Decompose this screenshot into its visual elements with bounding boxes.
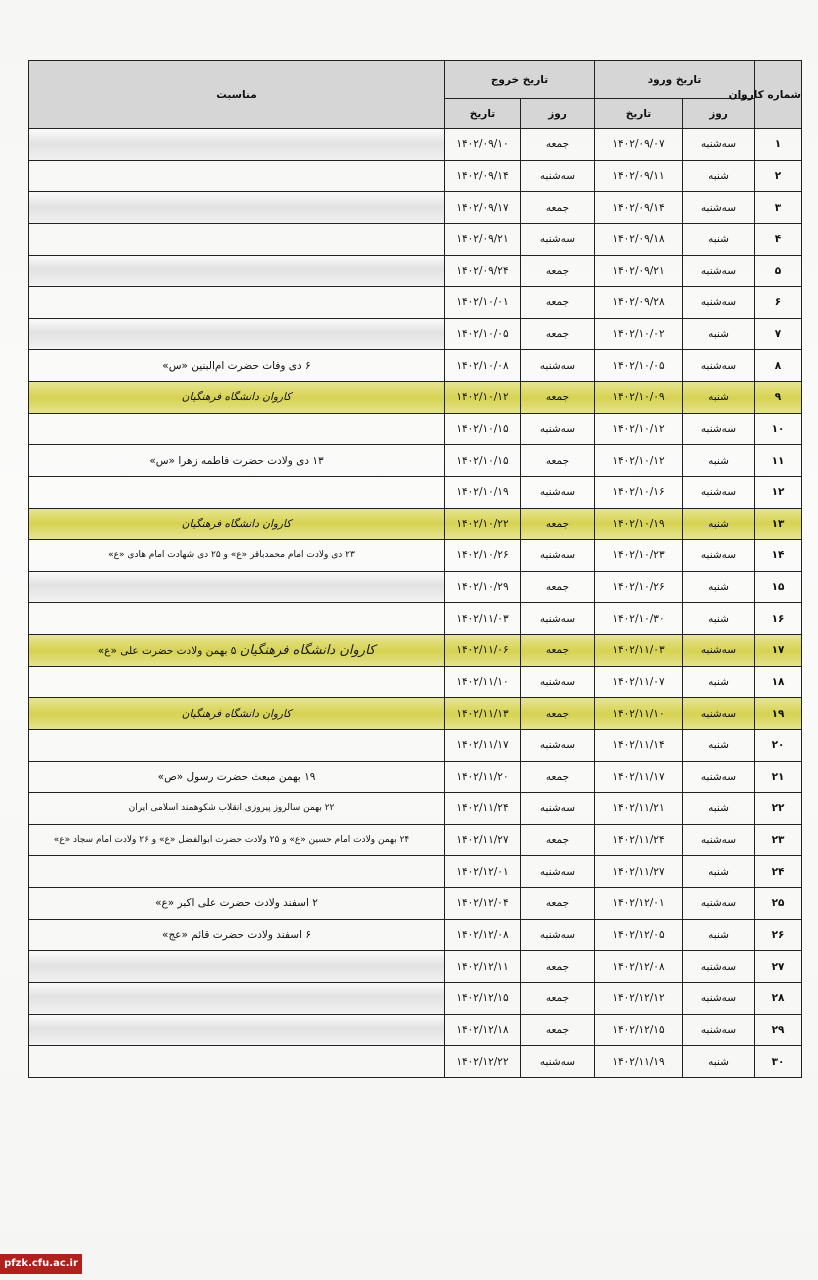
header-entry-date: تاریخ ورود: [595, 61, 755, 99]
occasion-cell: [29, 192, 445, 224]
table-row: [29, 603, 802, 635]
caravan-number-cell: ۵: [755, 255, 802, 287]
caravan-number-cell: ۷: [755, 318, 802, 350]
occasion-cell: [29, 223, 445, 255]
entry-day-cell: سه‌شنبه: [683, 192, 755, 224]
entry-date-cell: ۱۴۰۲/۰۹/۱۸: [595, 223, 683, 255]
exit-day-cell: سه‌شنبه: [521, 223, 595, 255]
exit-day-cell: سه‌شنبه: [521, 413, 595, 445]
entry-day-cell: سه‌شنبه: [683, 255, 755, 287]
exit-date-cell: ۱۴۰۲/۱۰/۱۵: [444, 445, 520, 477]
exit-day-cell: جمعه: [521, 445, 595, 477]
entry-day-cell: شنبه: [683, 793, 755, 825]
exit-day-cell: جمعه: [521, 1014, 595, 1046]
entry-day-cell: شنبه: [683, 508, 755, 540]
caravan-number-cell: ۱۰: [755, 413, 802, 445]
entry-day-cell: شنبه: [683, 571, 755, 603]
occasion-cell: ۶ اسفند ولادت حضرت قائم «عج»: [29, 919, 445, 951]
caravan-number-cell: ۶: [755, 287, 802, 319]
header-exit-date: تاریخ خروج: [444, 61, 594, 99]
table-row: [29, 476, 802, 508]
exit-day-cell: جمعه: [521, 129, 595, 161]
exit-day-cell: جمعه: [521, 635, 595, 667]
occasion-cell: [29, 729, 445, 761]
exit-date-cell: ۱۴۰۲/۱۲/۱۵: [444, 982, 520, 1014]
entry-day-cell: شنبه: [683, 856, 755, 888]
handwritten-note: کاروان دانشگاه فرهنگیان: [239, 642, 376, 658]
entry-day-cell: شنبه: [683, 1046, 755, 1078]
occasion-cell: ۲ اسفند ولادت حضرت علی اکبر «ع»: [29, 888, 445, 920]
table-row: [29, 287, 802, 319]
caravan-number-cell: ۱۲: [755, 476, 802, 508]
exit-day-cell: جمعه: [521, 508, 595, 540]
occasion-cell: [29, 1046, 445, 1078]
exit-date-cell: ۱۴۰۲/۱۲/۱۱: [444, 951, 520, 983]
table-row: [29, 635, 802, 667]
exit-date-cell: ۱۴۰۲/۱۱/۲۰: [444, 761, 520, 793]
occasion-cell: ۱۹ بهمن مبعث حضرت رسول «ص»: [29, 761, 445, 793]
entry-day-cell: شنبه: [683, 382, 755, 414]
occasion-cell: کاروان دانشگاه فرهنگیان: [29, 508, 445, 540]
exit-day-cell: جمعه: [521, 318, 595, 350]
exit-date-cell: ۱۴۰۲/۱۲/۰۴: [444, 888, 520, 920]
exit-day-cell: جمعه: [521, 192, 595, 224]
exit-date-cell: ۱۴۰۲/۱۰/۱۹: [444, 476, 520, 508]
exit-day-cell: سه‌شنبه: [521, 729, 595, 761]
entry-date-cell: ۱۴۰۲/۱۱/۱۹: [595, 1046, 683, 1078]
entry-day-cell: شنبه: [683, 223, 755, 255]
table-row: [29, 350, 802, 382]
exit-day-cell: سه‌شنبه: [521, 1046, 595, 1078]
exit-day-cell: جمعه: [521, 824, 595, 856]
entry-date-cell: ۱۴۰۲/۱۱/۱۷: [595, 761, 683, 793]
entry-day-cell: سه‌شنبه: [683, 982, 755, 1014]
table-row: [29, 856, 802, 888]
entry-day-cell: شنبه: [683, 318, 755, 350]
exit-date-cell: ۱۴۰۲/۱۱/۱۳: [444, 698, 520, 730]
entry-day-cell: سه‌شنبه: [683, 951, 755, 983]
exit-date-cell: ۱۴۰۲/۱۰/۰۵: [444, 318, 520, 350]
entry-day-cell: سه‌شنبه: [683, 129, 755, 161]
occasion-cell: [29, 571, 445, 603]
table-row: [29, 571, 802, 603]
caravan-number-cell: ۱۱: [755, 445, 802, 477]
exit-date-cell: ۱۴۰۲/۱۱/۱۰: [444, 666, 520, 698]
caravan-number-cell: ۲۱: [755, 761, 802, 793]
exit-day-cell: جمعه: [521, 287, 595, 319]
caravan-number-cell: ۲: [755, 160, 802, 192]
exit-date-cell: ۱۴۰۲/۰۹/۱۰: [444, 129, 520, 161]
entry-date-cell: ۱۴۰۲/۰۹/۱۴: [595, 192, 683, 224]
table-row: [29, 382, 802, 414]
exit-date-cell: ۱۴۰۲/۱۱/۲۴: [444, 793, 520, 825]
exit-date-cell: ۱۴۰۲/۱۱/۱۷: [444, 729, 520, 761]
entry-day-cell: سه‌شنبه: [683, 350, 755, 382]
exit-day-cell: سه‌شنبه: [521, 540, 595, 572]
exit-day-cell: جمعه: [521, 255, 595, 287]
table-row: [29, 729, 802, 761]
entry-date-cell: ۱۴۰۲/۱۰/۰۹: [595, 382, 683, 414]
exit-date-cell: ۱۴۰۲/۱۰/۲۶: [444, 540, 520, 572]
entry-date-cell: ۱۴۰۲/۱۰/۲۳: [595, 540, 683, 572]
entry-day-cell: سه‌شنبه: [683, 635, 755, 667]
occasion-cell: [29, 476, 445, 508]
entry-day-cell: شنبه: [683, 445, 755, 477]
table-row: [29, 951, 802, 983]
table-row: [29, 761, 802, 793]
entry-day-cell: سه‌شنبه: [683, 888, 755, 920]
exit-date-cell: ۱۴۰۲/۰۹/۲۱: [444, 223, 520, 255]
entry-date-cell: ۱۴۰۲/۱۰/۲۶: [595, 571, 683, 603]
exit-date-cell: ۱۴۰۲/۰۹/۲۴: [444, 255, 520, 287]
entry-date-cell: ۱۴۰۲/۱۰/۰۵: [595, 350, 683, 382]
entry-day-cell: سه‌شنبه: [683, 824, 755, 856]
exit-day-cell: جمعه: [521, 698, 595, 730]
table-row: [29, 160, 802, 192]
table-row: [29, 508, 802, 540]
table-row: [29, 192, 802, 224]
entry-date-cell: ۱۴۰۲/۱۰/۱۹: [595, 508, 683, 540]
occasion-cell: [29, 982, 445, 1014]
schedule-rows: [29, 129, 802, 1078]
caravan-number-cell: ۲۷: [755, 951, 802, 983]
caravan-number-cell: ۱۸: [755, 666, 802, 698]
entry-date-cell: ۱۴۰۲/۱۰/۱۲: [595, 445, 683, 477]
occasion-text: ۵ بهمن ولادت حضرت علی «ع»: [97, 644, 237, 657]
occasion-cell: [29, 255, 445, 287]
occasion-cell: ۲۴ بهمن ولادت امام حسین «ع» و ۲۵ ولادت حضرت ابوالفضل «ع» و ۲۶ ولادت امام سجاد «ع»: [29, 824, 445, 856]
occasion-cell: [29, 603, 445, 635]
caravan-number-cell: ۳۰: [755, 1046, 802, 1078]
exit-date-cell: ۱۴۰۲/۱۲/۱۸: [444, 1014, 520, 1046]
entry-day-cell: سه‌شنبه: [683, 540, 755, 572]
caravan-number-cell: ۲۲: [755, 793, 802, 825]
entry-day-cell: سه‌شنبه: [683, 1014, 755, 1046]
entry-day-cell: شنبه: [683, 729, 755, 761]
entry-date-cell: ۱۴۰۲/۱۰/۰۲: [595, 318, 683, 350]
table-row: [29, 445, 802, 477]
occasion-cell: [29, 129, 445, 161]
exit-day-cell: سه‌شنبه: [521, 793, 595, 825]
caravan-number-cell: ۲۶: [755, 919, 802, 951]
entry-day-cell: سه‌شنبه: [683, 761, 755, 793]
occasion-cell: [29, 951, 445, 983]
table-row: [29, 1046, 802, 1078]
entry-date-cell: ۱۴۰۲/۱۱/۲۷: [595, 856, 683, 888]
entry-date-cell: ۱۴۰۲/۱۱/۲۱: [595, 793, 683, 825]
exit-date-cell: ۱۴۰۲/۱۱/۰۶: [444, 635, 520, 667]
entry-date-cell: ۱۴۰۲/۱۱/۱۰: [595, 698, 683, 730]
exit-day-cell: سه‌شنبه: [521, 919, 595, 951]
entry-date-cell: ۱۴۰۲/۰۹/۲۸: [595, 287, 683, 319]
entry-day-cell: شنبه: [683, 666, 755, 698]
caravan-number-cell: ۲۸: [755, 982, 802, 1014]
entry-date-cell: ۱۴۰۲/۰۹/۱۱: [595, 160, 683, 192]
exit-date-cell: ۱۴۰۲/۱۰/۱۲: [444, 382, 520, 414]
occasion-cell: ۶ دی وفات حضرت ام‌البنین «س»: [29, 350, 445, 382]
exit-day-cell: سه‌شنبه: [521, 603, 595, 635]
table-row: [29, 666, 802, 698]
entry-date-cell: ۱۴۰۲/۱۲/۰۱: [595, 888, 683, 920]
table-row: [29, 223, 802, 255]
table-row: [29, 982, 802, 1014]
exit-day-cell: جمعه: [521, 982, 595, 1014]
occasion-cell: [29, 413, 445, 445]
caravan-number-cell: ۱: [755, 129, 802, 161]
table-row: [29, 413, 802, 445]
entry-date-cell: ۱۴۰۲/۱۰/۱۲: [595, 413, 683, 445]
occasion-cell: [29, 856, 445, 888]
exit-date-cell: ۱۴۰۲/۱۱/۰۳: [444, 603, 520, 635]
exit-day-cell: سه‌شنبه: [521, 666, 595, 698]
table-row: [29, 919, 802, 951]
occasion-cell: [29, 1014, 445, 1046]
entry-day-cell: سه‌شنبه: [683, 287, 755, 319]
header-entry-date-sub: تاریخ: [595, 99, 683, 129]
exit-day-cell: سه‌شنبه: [521, 350, 595, 382]
exit-day-cell: جمعه: [521, 382, 595, 414]
entry-date-cell: ۱۴۰۲/۱۱/۱۴: [595, 729, 683, 761]
exit-day-cell: جمعه: [521, 951, 595, 983]
caravan-number-cell: ۴: [755, 223, 802, 255]
entry-date-cell: ۱۴۰۲/۰۹/۲۱: [595, 255, 683, 287]
header-occasion: مناسبت: [29, 61, 445, 129]
entry-day-cell: سه‌شنبه: [683, 413, 755, 445]
entry-day-cell: شنبه: [683, 603, 755, 635]
caravan-number-cell: ۱۵: [755, 571, 802, 603]
entry-day-cell: سه‌شنبه: [683, 698, 755, 730]
caravan-number-cell: ۲۹: [755, 1014, 802, 1046]
caravan-number-cell: ۱۷: [755, 635, 802, 667]
table-row: [29, 318, 802, 350]
caravan-number-cell: ۲۳: [755, 824, 802, 856]
occasion-cell: [29, 160, 445, 192]
header-caravan-number: شماره کاروان: [755, 61, 802, 129]
exit-date-cell: ۱۴۰۲/۰۹/۱۴: [444, 160, 520, 192]
exit-day-cell: سه‌شنبه: [521, 856, 595, 888]
entry-day-cell: شنبه: [683, 160, 755, 192]
caravan-number-cell: ۳: [755, 192, 802, 224]
entry-date-cell: ۱۴۰۲/۱۱/۰۳: [595, 635, 683, 667]
caravan-number-cell: ۱۳: [755, 508, 802, 540]
exit-date-cell: ۱۴۰۲/۰۹/۱۷: [444, 192, 520, 224]
exit-date-cell: ۱۴۰۲/۱۰/۰۸: [444, 350, 520, 382]
exit-day-cell: سه‌شنبه: [521, 160, 595, 192]
occasion-cell: ۲۲ بهمن سالروز پیروزی انقلاب شکوهمند اسلامی ایران: [29, 793, 445, 825]
entry-day-cell: سه‌شنبه: [683, 476, 755, 508]
caravan-number-cell: ۲۰: [755, 729, 802, 761]
exit-day-cell: جمعه: [521, 888, 595, 920]
table-row: [29, 1014, 802, 1046]
occasion-cell: کاروان دانشگاه فرهنگیان: [29, 698, 445, 730]
occasion-cell: کاروان دانشگاه فرهنگیان: [29, 382, 445, 414]
entry-date-cell: ۱۴۰۲/۰۹/۰۷: [595, 129, 683, 161]
exit-day-cell: جمعه: [521, 571, 595, 603]
exit-date-cell: ۱۴۰۲/۱۱/۲۷: [444, 824, 520, 856]
caravan-number-cell: ۱۹: [755, 698, 802, 730]
caravan-number-cell: ۲۴: [755, 856, 802, 888]
caravan-schedule-table: [28, 60, 802, 1078]
exit-day-cell: سه‌شنبه: [521, 476, 595, 508]
caravan-number-cell: ۲۵: [755, 888, 802, 920]
table-row: [29, 540, 802, 572]
occasion-cell: [29, 287, 445, 319]
table-row: [29, 793, 802, 825]
table-row: [29, 255, 802, 287]
caravan-number-cell: ۹: [755, 382, 802, 414]
caravan-number-cell: ۸: [755, 350, 802, 382]
entry-date-cell: ۱۴۰۲/۱۲/۰۸: [595, 951, 683, 983]
caravan-number-cell: ۱۶: [755, 603, 802, 635]
entry-date-cell: ۱۴۰۲/۱۲/۰۵: [595, 919, 683, 951]
occasion-cell: [29, 666, 445, 698]
entry-date-cell: ۱۴۰۲/۱۲/۱۲: [595, 982, 683, 1014]
table-row: [29, 698, 802, 730]
table-row: [29, 824, 802, 856]
header-entry-day: روز: [683, 99, 755, 129]
exit-date-cell: ۱۴۰۲/۱۰/۰۱: [444, 287, 520, 319]
occasion-cell: ۲۳ دی ولادت امام محمدباقر «ع» و ۲۵ دی شهادت امام هادی «ع»: [29, 540, 445, 572]
exit-date-cell: ۱۴۰۲/۱۰/۲۲: [444, 508, 520, 540]
exit-day-cell: جمعه: [521, 761, 595, 793]
entry-date-cell: ۱۴۰۲/۱۰/۱۶: [595, 476, 683, 508]
caravan-number-cell: ۱۴: [755, 540, 802, 572]
exit-date-cell: ۱۴۰۲/۱۰/۱۵: [444, 413, 520, 445]
entry-date-cell: ۱۴۰۲/۱۰/۳۰: [595, 603, 683, 635]
table-row: [29, 888, 802, 920]
header-exit-date-sub: تاریخ: [444, 99, 520, 129]
header-exit-day: روز: [521, 99, 595, 129]
entry-date-cell: ۱۴۰۲/۱۱/۰۷: [595, 666, 683, 698]
occasion-cell: ۱۳ دی ولادت حضرت فاطمه زهرا «س»: [29, 445, 445, 477]
exit-date-cell: ۱۴۰۲/۱۲/۰۸: [444, 919, 520, 951]
exit-date-cell: ۱۴۰۲/۱۰/۲۹: [444, 571, 520, 603]
occasion-cell: [29, 635, 445, 667]
entry-date-cell: ۱۴۰۲/۱۲/۱۵: [595, 1014, 683, 1046]
exit-date-cell: ۱۴۰۲/۱۲/۰۱: [444, 856, 520, 888]
exit-date-cell: ۱۴۰۲/۱۲/۲۲: [444, 1046, 520, 1078]
table-row: [29, 129, 802, 161]
entry-day-cell: شنبه: [683, 919, 755, 951]
occasion-cell: [29, 318, 445, 350]
site-watermark: pfzk.cfu.ac.ir: [0, 1254, 82, 1274]
entry-date-cell: ۱۴۰۲/۱۱/۲۴: [595, 824, 683, 856]
